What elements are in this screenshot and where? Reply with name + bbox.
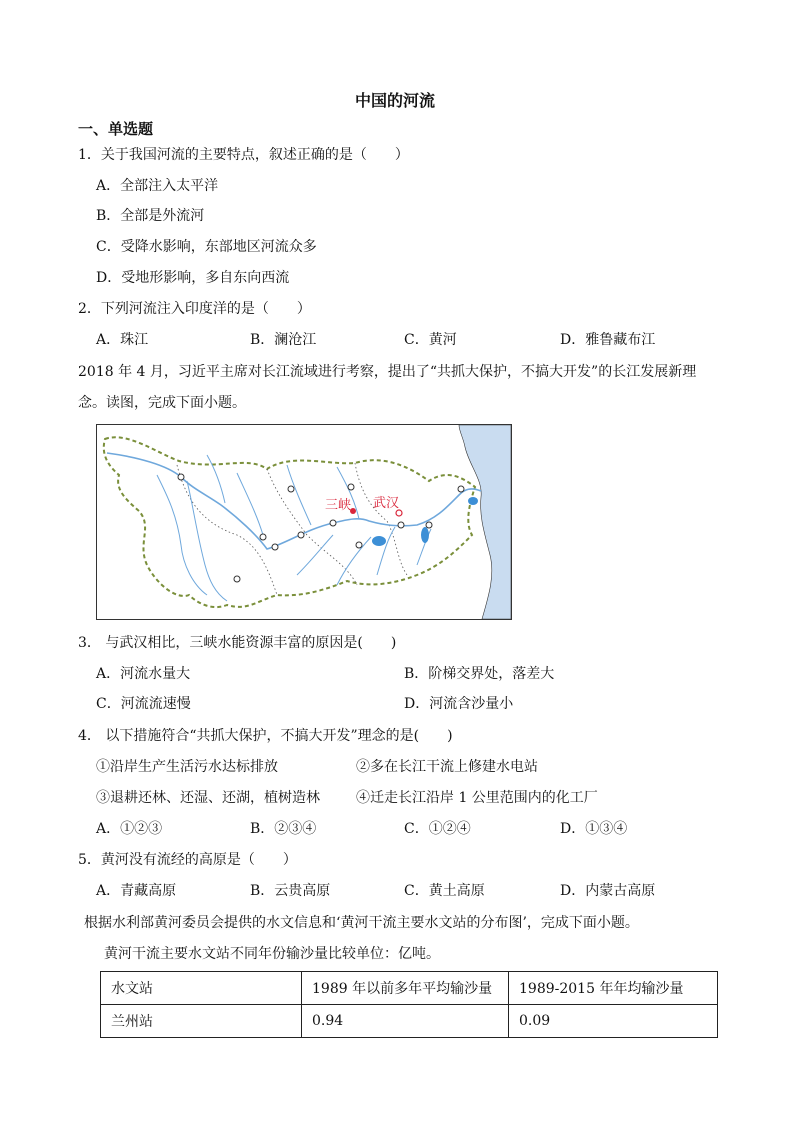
table-row xyxy=(101,1005,718,1038)
q4-option-d: D．①③④ xyxy=(560,821,628,837)
tributary xyxy=(287,465,311,525)
q2-option-b: B．澜沧江 xyxy=(250,332,317,348)
poyang-lake xyxy=(421,527,429,543)
city-marker xyxy=(272,544,278,550)
city-marker xyxy=(348,484,354,490)
sediment-table xyxy=(100,971,718,1038)
table-header-cell: 1989 年以前多年平均输沙量 xyxy=(302,972,509,1005)
q5-option-b: B．云贵高原 xyxy=(250,883,331,899)
tributary xyxy=(157,475,207,595)
tributary xyxy=(187,481,227,601)
q5-option-a: A．青藏高原 xyxy=(96,883,177,899)
table-header-cell: 1989-2015 年年均输沙量 xyxy=(509,972,718,1005)
q4-statement-2: ②多在长江干流上修建水电站 xyxy=(356,759,538,775)
city-marker xyxy=(234,576,240,582)
q1-option-c: C．受降水影响，东部地区河流众多 xyxy=(96,239,317,255)
map-graphic xyxy=(97,425,511,619)
q1-option-b: B．全部是外流河 xyxy=(96,208,205,224)
table-header-cell: 水文站 xyxy=(101,972,302,1005)
table-cell: 兰州站 xyxy=(101,1005,302,1038)
q4-statement-3: ③退耕还林、还湿、还湖，植树造林 xyxy=(96,790,320,806)
passage1-line2: 念。读图，完成下面小题。 xyxy=(78,395,246,411)
passage1-line1: 2018 年 4 月，习近平主席对长江流域进行考察，提出了“共抓大保护，不搞大开发”的长江发展新理 xyxy=(78,364,697,380)
q1-option-d: D．受地形影响，多自东向西流 xyxy=(96,270,290,286)
tributary xyxy=(207,455,225,503)
city-marker xyxy=(426,522,432,528)
table-caption: 黄河干流主要水文站不同年份输沙量比较单位：亿吨。 xyxy=(104,946,440,962)
q1-option-a: A．全部注入太平洋 xyxy=(96,178,219,194)
q3-option-d: D．河流含沙量小 xyxy=(404,696,514,712)
city-marker xyxy=(298,532,304,538)
sanxia-label: 三峡 xyxy=(325,498,352,513)
city-marker xyxy=(288,486,294,492)
q4-statement-1: ①沿岸生产生活污水达标排放 xyxy=(96,759,278,775)
q5-option-d: D．内蒙古高原 xyxy=(560,883,656,899)
q2-option-a: A．珠江 xyxy=(96,332,149,348)
q4-option-c: C．①②④ xyxy=(404,821,471,837)
q5-option-c: C．黄土高原 xyxy=(404,883,485,899)
q5-stem: 5．黄河没有流经的高原是（ ） xyxy=(78,852,297,868)
q4-option-b: B．②③④ xyxy=(250,821,317,837)
dongting-lake xyxy=(372,536,386,546)
table-header-row xyxy=(101,972,718,1005)
tributary xyxy=(377,527,395,575)
city-marker xyxy=(330,520,336,526)
q1-stem: 1．关于我国河流的主要特点，叙述正确的是（ ） xyxy=(78,147,409,163)
city-marker xyxy=(398,522,404,528)
province-boundary xyxy=(177,465,277,595)
q2-option-d: D．雅鲁藏布江 xyxy=(560,332,656,348)
q4-stem: 4． 以下措施符合“共抓大保护，不搞大开发”理念的是( ) xyxy=(78,728,453,744)
province-boundary xyxy=(267,469,357,585)
q2-stem: 2．下列河流注入印度洋的是（ ） xyxy=(78,301,311,317)
page-title: 中国的河流 xyxy=(355,91,436,110)
wuhan-label: 武汉 xyxy=(373,496,400,511)
tributary xyxy=(337,537,371,585)
city-marker xyxy=(178,474,184,480)
q3-option-b: B．阶梯交界处，落差大 xyxy=(404,666,555,682)
city-marker xyxy=(458,486,464,492)
city-marker xyxy=(260,534,266,540)
map-sea xyxy=(459,425,511,619)
basin-boundary xyxy=(104,437,475,607)
table-cell: 0.94 xyxy=(302,1005,509,1038)
yangtze-basin-map xyxy=(96,424,512,620)
table-cell: 0.09 xyxy=(509,1005,718,1038)
tributary xyxy=(237,473,263,535)
q2-option-c: C．黄河 xyxy=(404,332,457,348)
passage2-line1: 根据水利部黄河委员会提供的水文信息和‘黄河干流主要水文站的分布图’，完成下面小题。 xyxy=(84,915,639,931)
q3-option-c: C．河流流速慢 xyxy=(96,696,191,712)
q3-stem: 3． 与武汉相比，三峡水能资源丰富的原因是( ) xyxy=(78,635,397,651)
city-marker xyxy=(356,542,362,548)
q4-option-a: A．①②③ xyxy=(96,821,163,837)
q3-option-a: A．河流水量大 xyxy=(96,666,191,682)
taihu-lake xyxy=(468,497,478,505)
q4-statement-4: ④迁走长江沿岸 1 公里范围内的化工厂 xyxy=(356,790,598,806)
section-heading: 一、单选题 xyxy=(78,120,154,138)
tributary xyxy=(297,535,333,575)
